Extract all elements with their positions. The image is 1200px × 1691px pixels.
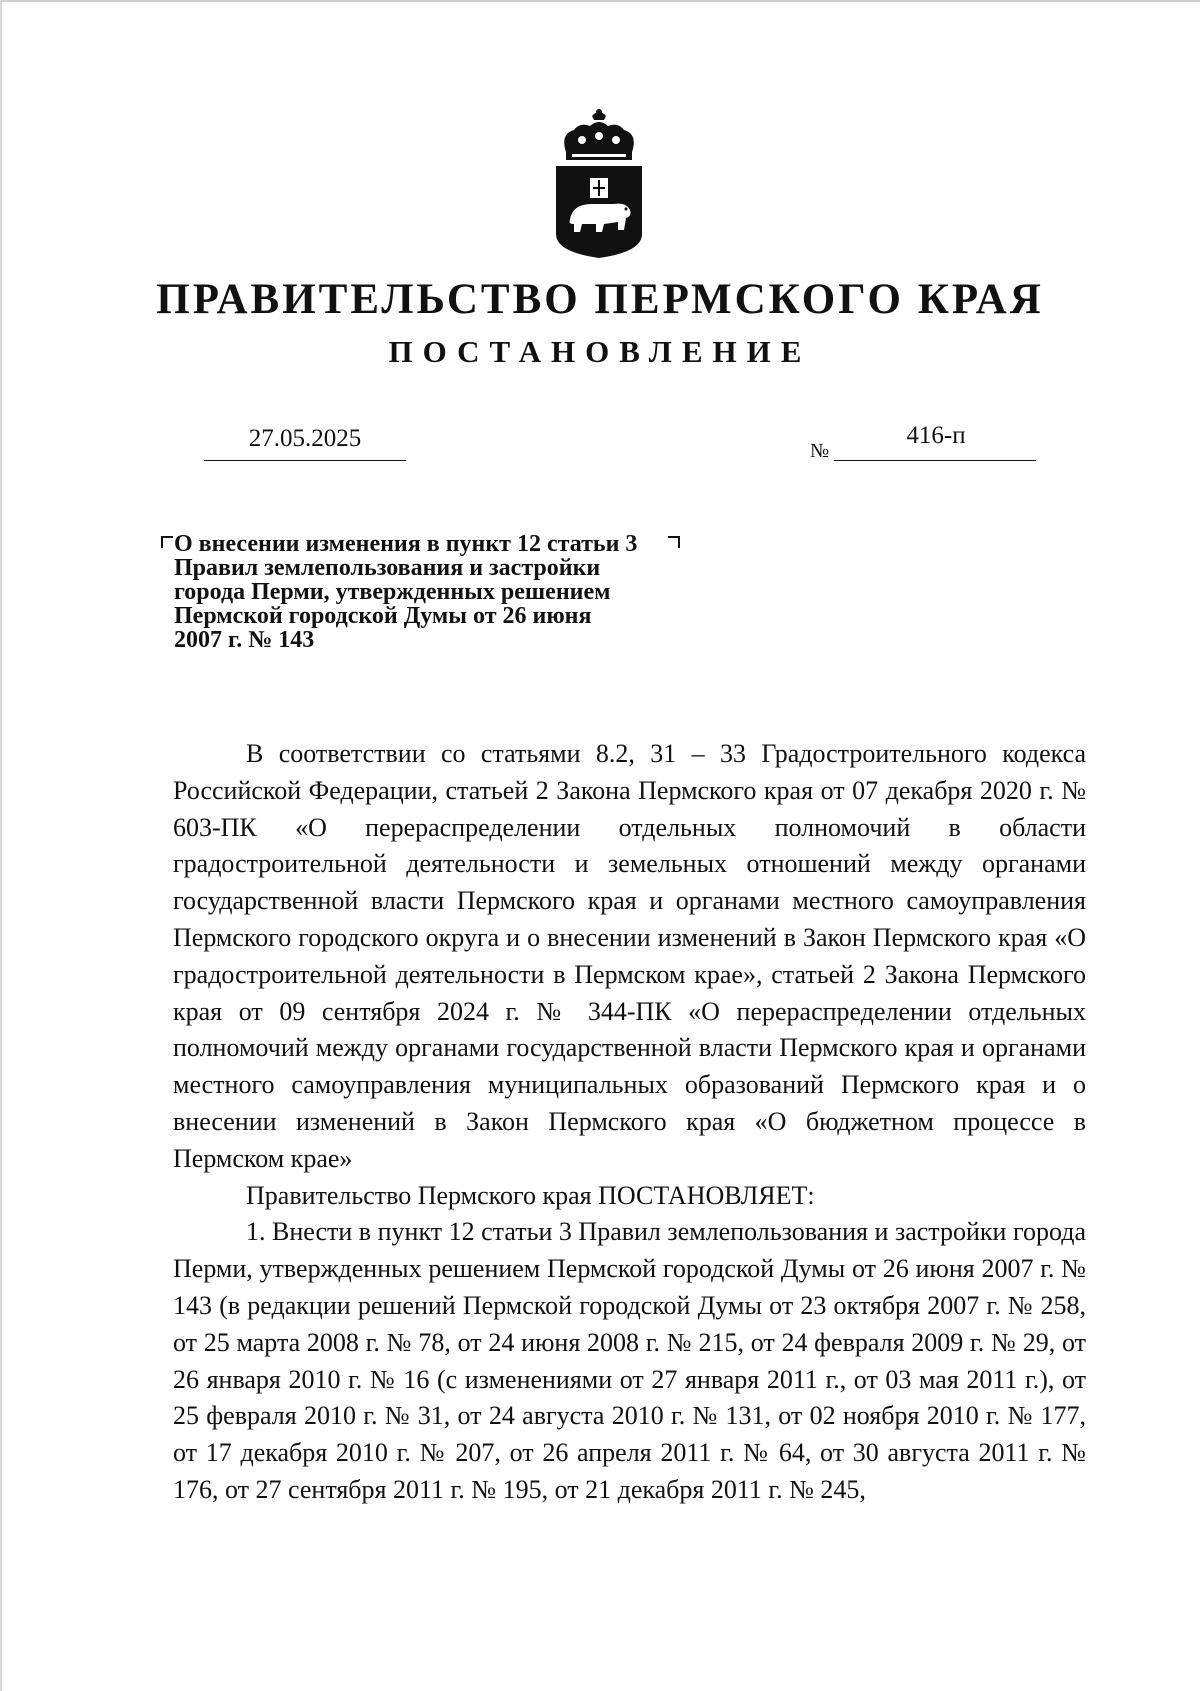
resolution-statement: Правительство Пермского края ПОСТАНОВЛЯЕТ:	[246, 1180, 815, 1210]
document-date: 27.05.2025	[248, 425, 362, 452]
government-title: ПРАВИТЕЛЬСТВО ПЕРМСКОГО КРАЯ	[156, 276, 1044, 323]
subject-line: Правил землепользования и застройки	[174, 555, 601, 581]
subject-line: Пермской городской Думы от 26 июня	[174, 603, 592, 629]
document-number: 416-п	[906, 422, 966, 449]
subject-line: О внесении изменения в пункт 12 статьи 3	[174, 531, 638, 557]
subject-line: города Перми, утвержденных решением	[174, 579, 611, 605]
date-underline	[204, 460, 406, 461]
page-left-edge	[0, 0, 2, 1691]
subject-bracket-left	[161, 536, 173, 548]
page-top-edge	[0, 0, 1200, 2]
preamble-paragraph: В соответствии со статьями 8.2, 31 – 33 Градостроительного кодекса Российской Федерации, статьей 2 Закона Пермского края от 07 декабря 2020 г. № 603-ПК «О перераспределении отдельных полномочий в области градостроительной деятельности и земельных отношений между органами государственной власти Пермского края и органами местного самоуправления Пермского городского округа и о внесении изменений в Закон Пермского края «О градостроительной деятельности в Пермском крае», статьей 2 Закона Пермского края от 09 сентября 2024 г. № 344-ПК «О перераспределении отдельных полномочий между органами государственной власти Пермского края и органами местного самоуправления муниципальных образований Пермского края и о внесении изменений в Закон Пермского края «О бюджетном процессе в Пермском крае»	[173, 739, 1086, 1173]
document-body	[173, 736, 1086, 1509]
number-underline	[834, 460, 1036, 461]
document-type: ПОСТАНОВЛЕНИЕ	[388, 334, 812, 369]
clause-1-paragraph: 1. Внести в пункт 12 статьи 3 Правил землепользования и застройки города Перми, утвержденных решением Пермской городской Думы от 26 июня 2007 г. № 143 (в редакции решений Пермской городской Думы от 23 октября 2007 г. № 258, от 25 марта 2008 г. № 78, от 24 июня 2008 г. № 215, от 24 февраля 2009 г. № 29, от 26 января 2010 г. № 16 (с изменениями от 27 января 2011 г., от 03 мая 2011 г.), от 25 февраля 2010 г. № 31, от 24 августа 2010 г. № 131, от 02 ноября 2010 г. № 177, от 17 декабря 2010 г. № 207, от 26 апреля 2011 г. № 64, от 30 августа 2011 г. № 176, от 27 сентября 2011 г. № 195, от 21 декабря 2011 г. № 245,	[173, 1217, 1086, 1504]
number-sign: №	[810, 440, 830, 462]
document-subject	[174, 532, 734, 652]
subject-line: 2007 г. № 143	[174, 627, 315, 653]
perm-krai-coat-of-arms-icon	[552, 108, 646, 258]
